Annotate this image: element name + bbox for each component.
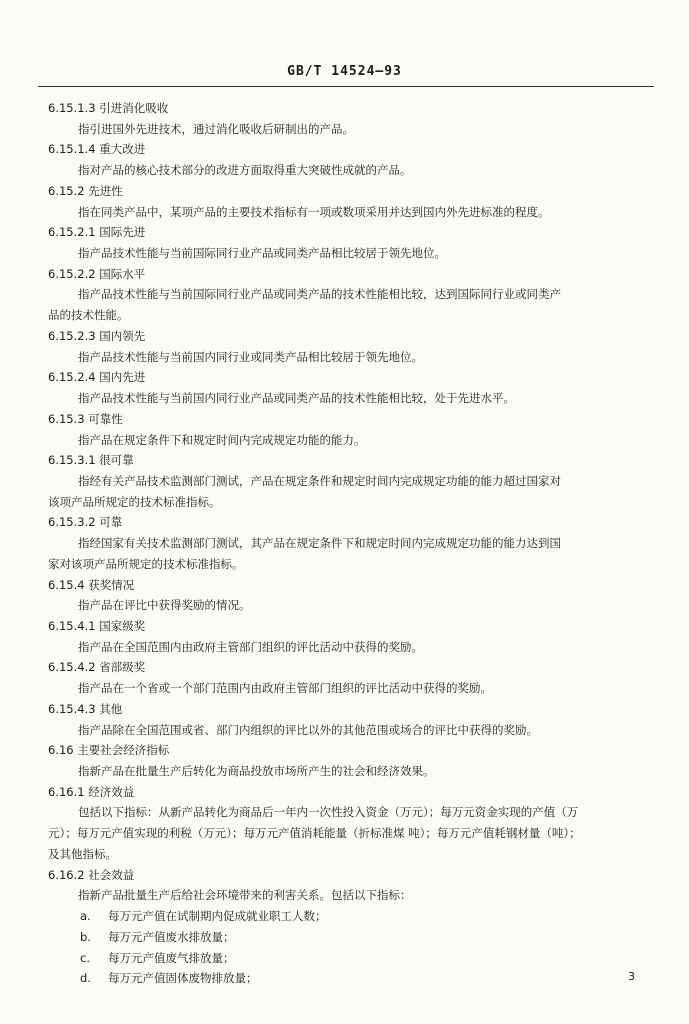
paragraph-line: 指产品技术性能与当前国际同行业产品或同类产品相比较居于领先地位。 xyxy=(78,246,446,261)
list-item xyxy=(80,930,235,944)
list-item-text: 每万元产值固体废物排放量； xyxy=(108,971,258,986)
paragraph-line: 指新产品在批量生产后转化为商品投放市场所产生的社会和经济效果。 xyxy=(78,764,435,779)
section-heading: 6.16.2 社会效益 xyxy=(48,867,135,882)
paragraph-line: 该项产品所规定的技术标准指标。 xyxy=(48,494,221,509)
list-item-label: b. xyxy=(80,929,91,944)
list-item xyxy=(80,951,235,965)
section-heading: 6.15.3.2 可靠 xyxy=(48,515,123,530)
document-code-header: GB/T 14524—93 xyxy=(287,64,402,79)
section-heading: 6.15.3.1 很可靠 xyxy=(48,453,134,468)
section-heading: 6.15.4 获奖情况 xyxy=(48,577,135,592)
list-item xyxy=(80,971,258,985)
list-item-label: a. xyxy=(80,909,91,924)
paragraph-line: 指产品在一个省或一个部门范围内由政府主管部门组织的评比活动中获得的奖励。 xyxy=(78,681,492,696)
list-item-text: 每万元产值在试制期内促成就业职工人数； xyxy=(108,909,327,924)
list-item-text: 每万元产值废水排放量； xyxy=(108,929,235,944)
section-heading: 6.15.1.4 重大改进 xyxy=(48,142,146,157)
section-heading: 6.15.2.1 国际先进 xyxy=(48,225,146,240)
paragraph-line: 指经有关产品技术监测部门测试，产品在规定条件和规定时间内完成规定功能的能力超过国家对 xyxy=(78,473,561,488)
paragraph-line: 指产品在全国范围内由政府主管部门组织的评比活动中获得的奖励。 xyxy=(78,639,423,654)
section-heading: 6.15.2.2 国际水平 xyxy=(48,266,146,281)
paragraph-line: 指产品在规定条件下和规定时间内完成规定功能的能力。 xyxy=(78,432,366,447)
paragraph-line: 品的技术性能。 xyxy=(48,308,129,323)
paragraph-line: 指产品除在全国范围或省、部门内组织的评比以外的其他范围或场合的评比中获得的奖励。 xyxy=(78,722,538,737)
paragraph-line: 家对该项产品所规定的技术标准指标。 xyxy=(48,556,244,571)
paragraph-line: 指产品技术性能与当前国际同行业产品或同类产品的技术性能相比较，达到国际同行业或同类产 xyxy=(78,287,561,302)
paragraph-line: 指在同类产品中，某项产品的主要技术指标有一项或数项采用并达到国内外先进标准的程度。 xyxy=(78,204,550,219)
paragraph-line: 指产品技术性能与当前国内同行业产品或同类产品的技术性能相比较，处于先进水平。 xyxy=(78,391,515,406)
list-item-label: c. xyxy=(80,950,90,965)
section-heading: 6.15.4.1 国家级奖 xyxy=(48,619,146,633)
paragraph-line: 及其他指标。 xyxy=(48,846,117,861)
paragraph-line: 指产品技术性能与当前国内同行业或同类产品相比较居于领先地位。 xyxy=(78,349,423,364)
section-heading: 6.15.4.2 省部级奖 xyxy=(48,660,146,675)
section-heading: 6.15.3 可靠性 xyxy=(48,411,123,426)
list-item xyxy=(80,909,327,923)
paragraph-line: 指经国家有关技术监测部门测试，其产品在规定条件下和规定时间内完成规定功能的能力达到国 xyxy=(78,536,561,551)
paragraph-line: 元）；每万元产值实现的利税（万元）；每万元产值消耗能量（折标准煤 吨）；每万元产值耗钢材量（吨）； xyxy=(48,826,581,841)
paragraph-line: 指对产品的核心技术部分的改进方面取得重大突破性成就的产品。 xyxy=(78,163,412,178)
section-heading: 6.15.2 先进性 xyxy=(48,183,123,198)
section-heading: 6.16 主要社会经济指标 xyxy=(48,743,170,758)
paragraph-line: 指引进国外先进技术，通过消化吸收后研制出的产品。 xyxy=(78,121,354,136)
section-heading: 6.15.1.3 引进消化吸收 xyxy=(48,101,169,115)
paragraph-line: 包括以下指标：从新产品转化为商品后一年内一次性投入资金（万元）；每万元资金实现的产值（万 xyxy=(78,805,579,820)
paragraph-line: 指产品在评比中获得奖励的情况。 xyxy=(78,598,251,613)
page-number: 3 xyxy=(628,970,635,983)
header-rule xyxy=(38,86,654,87)
list-item-text: 每万元产值废气排放量； xyxy=(108,950,235,965)
paragraph-line: 指新产品批量生产后给社会环境带来的利害关系。包括以下指标： xyxy=(78,888,412,903)
section-heading: 6.16.1 经济效益 xyxy=(48,784,135,799)
list-item-label: d. xyxy=(80,971,91,986)
section-heading: 6.15.4.3 其他 xyxy=(48,701,123,716)
section-heading: 6.15.2.3 国内领先 xyxy=(48,328,146,343)
section-heading: 6.15.2.4 国内先进 xyxy=(48,370,146,385)
